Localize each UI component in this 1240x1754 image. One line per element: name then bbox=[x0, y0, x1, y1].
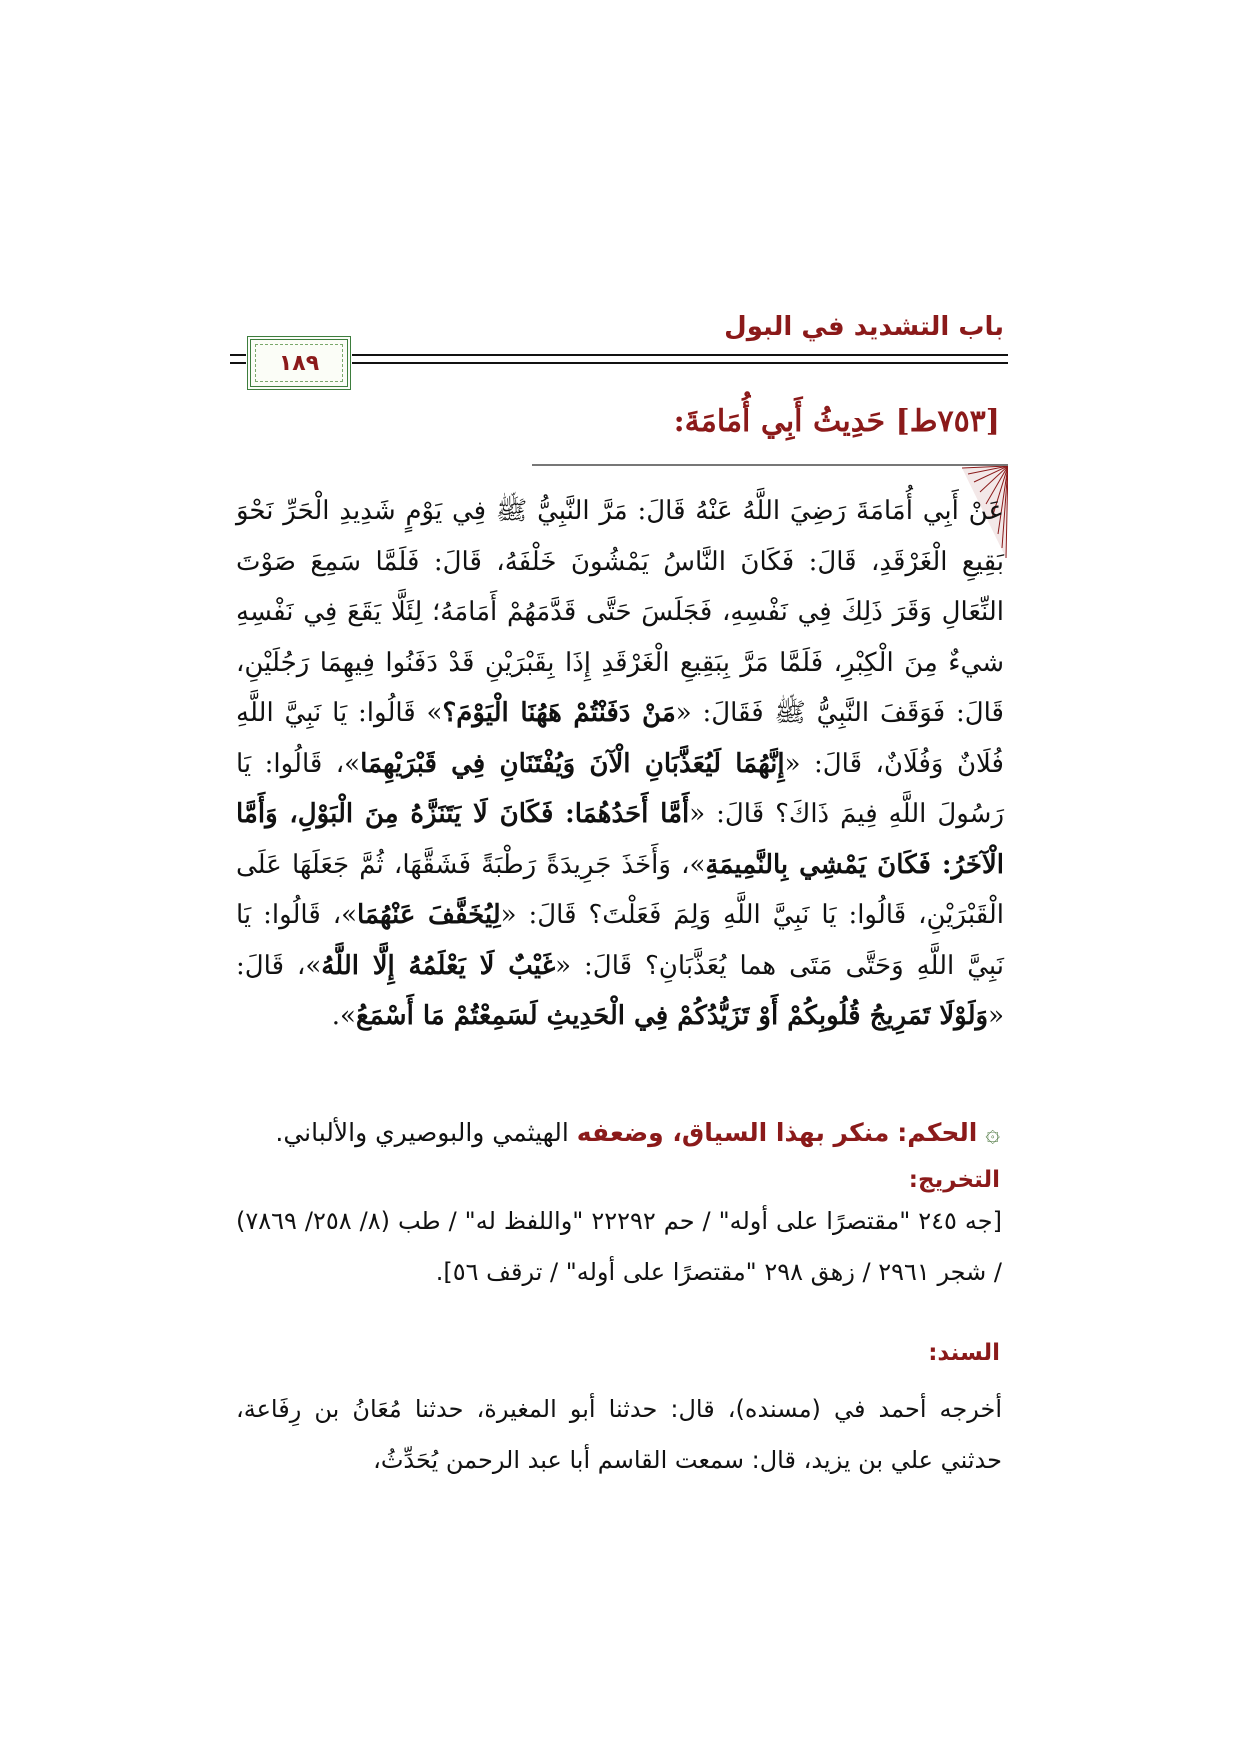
narration-text: عَنْ أَبِي أُمَامَةَ رَضِيَ اللَّهُ عَنْهُ قَالَ: مَرَّ النَّبِيُّ ﷺ فِي يَوْمٍ شَدِيدِ الْحَرِّ نَحْوَ بَقِيعِ الْغَرْقَدِ، قَالَ: فَكَانَ النَّاسُ يَمْشُونَ خَلْفَهُ، قَالَ: فَلَمَّا سَمِعَ صَوْتَ النِّعَالِ وَقَرَ ذَلِكَ فِي نَفْسِهِ، فَجَلَسَ حَتَّى قَدَّمَهُمْ أَمَامَهُ؛ لِئَلَّا يَقَعَ فِي نَفْسِهِ شيءٌ مِنَ الْكِبْرِ، فَلَمَّا مَرَّ بِبَقِيعِ الْغَرْقَدِ إِذَا بِقَبْرَيْنِ قَدْ دَفَنُوا فِيهِمَا رَجُلَيْنِ، قَالَ: فَوَقَفَ النَّبِيُّ ﷺ فَقَالَ: « bbox=[236, 496, 1004, 728]
page-number: ١٨٩ bbox=[278, 350, 320, 376]
prophetic-words: أَمَّا أَحَدُهُمَا: فَكَانَ لَا يَتَنَزَّهُ مِنَ الْبَوْلِ، وَأَمَّا الْآخَرُ: فَكَانَ يَمْشِي بِالنَّمِيمَةِ bbox=[236, 799, 1004, 880]
ruling-line bbox=[240, 1118, 1000, 1147]
narration-text: »، وَأَخَذَ جَرِيدَةً رَطْبَةً فَشَقَّهَا، ثُمَّ جَعَلَهَا عَلَى الْقَبْرَيْنِ، قَالُوا: يَا نَبِيَّ اللَّهِ وَلِمَ فَعَلْتَ؟ قَالَ: « bbox=[236, 849, 1004, 930]
header-rule-left-top bbox=[230, 354, 246, 356]
sanad-label: السند: bbox=[928, 1340, 1000, 1366]
takhrij-label: التخريج: bbox=[908, 1167, 1000, 1193]
hadith-heading: [٧٥٣ط] حَدِيثُ أَبِي أُمَامَةَ: bbox=[673, 404, 1000, 439]
hadith-text bbox=[236, 486, 1004, 1042]
header-rule-right-bottom bbox=[352, 362, 1008, 364]
narration-text: »، قَالَ: « bbox=[236, 950, 1004, 1031]
ornament-icon: ۞ bbox=[985, 1118, 1000, 1147]
narration-text: » قَالُوا: يَا نَبِيَّ اللَّهِ فُلَانٌ وَفُلَانٌ، قَالَ: « bbox=[236, 698, 1004, 779]
header-rule-left-bottom bbox=[230, 362, 246, 364]
prophetic-words: لِيُخَفَّفَ عَنْهُمَا bbox=[357, 900, 501, 930]
ruling-verdict: منكر بهذا السياق، وضعفه bbox=[576, 1118, 890, 1147]
ruling-label: الحكم: bbox=[897, 1118, 978, 1147]
heading-rule bbox=[532, 464, 1008, 466]
prophetic-words: غَيْبٌ لَا يَعْلَمُهُ إِلَّا اللَّهُ bbox=[321, 950, 556, 981]
narration-text: »، قَالُوا: يَا نَبِيَّ اللَّهِ وَحَتَّى مَتَى هما يُعَذَّبَانِ؟ قَالَ: « bbox=[236, 900, 1004, 981]
narration-text: ». bbox=[331, 1001, 356, 1031]
takhrij-text: [جه ٢٤٥ "مقتصرًا على أوله" / حم ٢٢٢٩٢ "واللفظ له" / طب (٨/ ٢٥٨/ ٧٨٦٩) / شجر ٢٩٦١ / زهق ٢٩٨ "مقتصرًا على أوله" / ترقف ٥٦]. bbox=[236, 1207, 1002, 1286]
chapter-title: باب التشديد في البول bbox=[724, 312, 1004, 342]
header-rule-right-top bbox=[352, 354, 1008, 356]
ruling-rest: الهيثمي والبوصيري والألباني. bbox=[275, 1118, 569, 1147]
narration-text: »، قَالُوا: يَا رَسُولَ اللَّهِ فِيمَ ذَاكَ؟ قَالَ: « bbox=[236, 748, 1005, 829]
prophetic-words: وَلَوْلَا تَمَرِيجُ قُلُوبِكُمْ أَوْ تَزَيُّدُكُمْ فِي الْحَدِيثِ لَسَمِعْتُمْ مَا أَسْمَعُ bbox=[355, 1001, 989, 1031]
prophetic-words: إِنَّهُمَا لَيُعَذَّبَانِ الْآنَ وَيُفْتَنَانِ فِي قَبْرَيْهِمَا bbox=[360, 748, 785, 779]
sanad-text: أخرجه أحمد في (مسنده)، قال: حدثنا أبو المغيرة، حدثنا مُعَانُ بن رِفَاعة، حدثني علي بن يزيد، قال: سمعت القاسم أبا عبد الرحمن يُحَدِّثُ، bbox=[236, 1395, 1002, 1474]
prophetic-words: مَنْ دَفَنْتُمْ هَهُنَا الْيَوْمَ؟ bbox=[442, 698, 676, 728]
page-number-frame bbox=[247, 336, 351, 390]
